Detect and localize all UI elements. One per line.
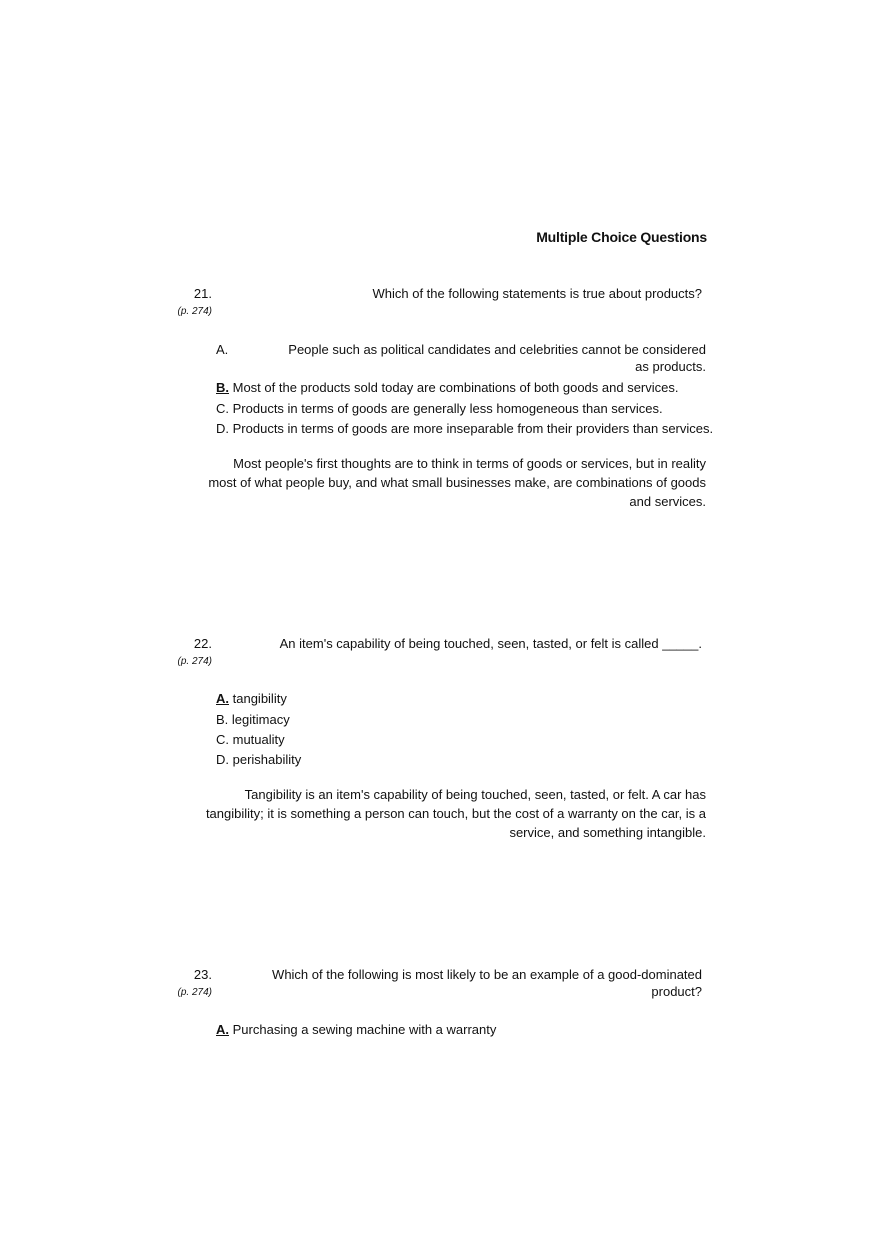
option-letter: B. [216, 712, 229, 727]
section-heading: Multiple Choice Questions [536, 229, 707, 245]
option-letter: C. [216, 401, 229, 416]
page-reference: (p. 274) [177, 656, 212, 667]
answer-option[interactable] [216, 341, 706, 375]
option-letter: A. [216, 691, 229, 706]
answer-explanation: Most people's first thoughts are to think in terms of goods or services, but in reality most of what people buy, and what small businesses make, are combinations of goods and services. [208, 456, 706, 509]
page-reference: (p. 274) [177, 306, 212, 317]
option-text: tangibility [232, 691, 287, 706]
answer-option[interactable] [216, 751, 301, 768]
option-text: Purchasing a sewing machine with a warranty [232, 1022, 497, 1037]
question-number: 23. [193, 967, 212, 982]
page-reference: (p. 274) [177, 987, 212, 998]
question-number: 22. [193, 636, 212, 651]
option-letter: D. [216, 421, 229, 436]
answer-option[interactable] [216, 711, 290, 728]
answer-option-correct[interactable] [216, 379, 679, 396]
option-text: People such as political candidates and celebrities cannot be considered as products. [288, 342, 706, 374]
option-text: Products in terms of goods are more inseparable from their providers than services. [232, 421, 714, 436]
option-text: mutuality [232, 732, 285, 747]
option-text: Most of the products sold today are combinations of both goods and services. [232, 380, 679, 395]
answer-option[interactable] [216, 400, 663, 417]
question-text: Which of the following statements is true about products? [372, 286, 702, 301]
option-text: Products in terms of goods are generally less homogeneous than services. [232, 401, 663, 416]
answer-option[interactable] [216, 731, 285, 748]
question-text: Which of the following is most likely to be an example of a good-dominated product? [272, 967, 702, 999]
answer-option-correct[interactable] [216, 1021, 496, 1038]
option-text: perishability [232, 752, 302, 767]
answer-option[interactable] [216, 420, 713, 437]
option-text: legitimacy [231, 712, 290, 727]
question-text: An item's capability of being touched, seen, tasted, or felt is called _____. [279, 636, 702, 651]
option-letter: B. [216, 380, 229, 395]
answer-option-correct[interactable] [216, 690, 287, 707]
option-letter: D. [216, 752, 229, 767]
option-letter: A. [216, 1022, 229, 1037]
option-letter: A. [216, 342, 229, 357]
answer-explanation: Tangibility is an item's capability of being touched, seen, tasted, or felt. A car has tangibility; it is something a person can touch, but the cost of a warranty on the car, is a service, and something intangible. [205, 787, 706, 840]
option-letter: C. [216, 732, 229, 747]
question-number: 21. [193, 286, 212, 301]
